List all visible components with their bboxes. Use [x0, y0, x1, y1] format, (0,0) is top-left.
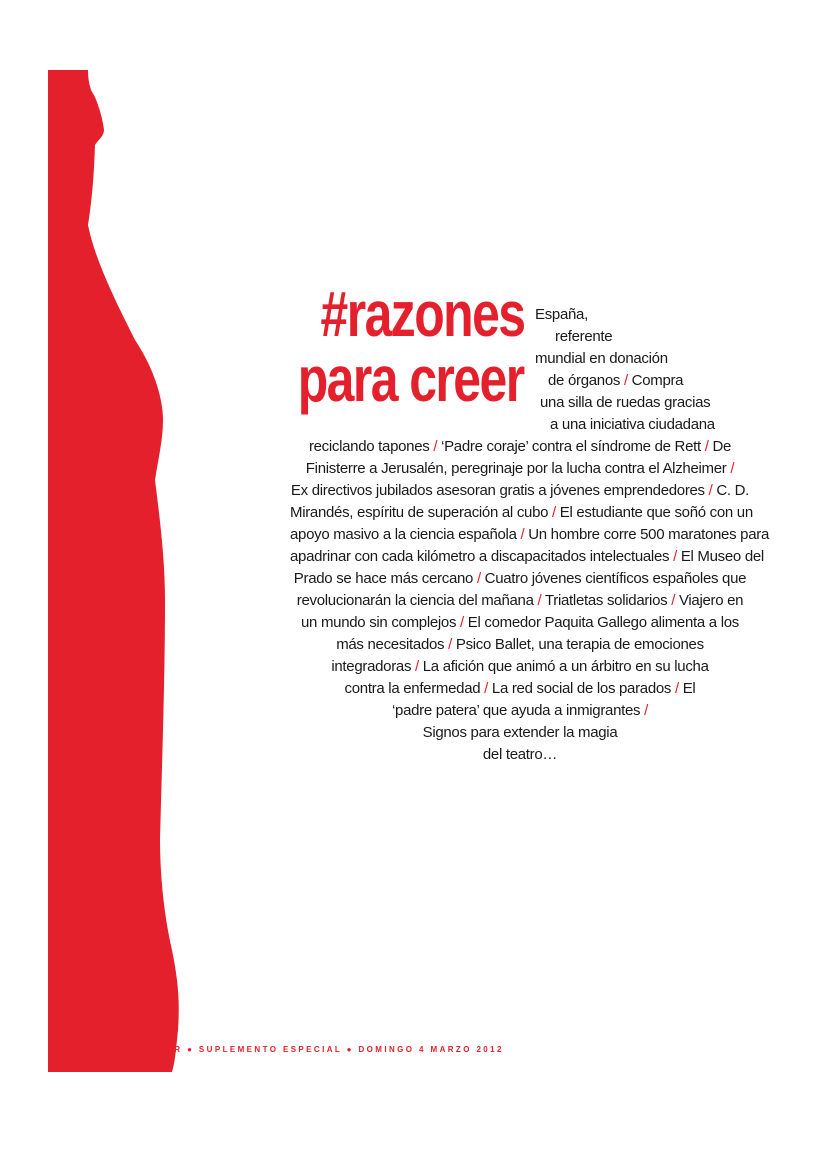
body-text: Signos para extender la magia — [422, 724, 618, 741]
body-text: Triatletas solidarios — [541, 592, 672, 609]
body-text: un mundo sin complejos — [301, 614, 461, 631]
body-line — [290, 656, 750, 678]
body-line — [290, 590, 750, 612]
body-line — [290, 480, 750, 502]
headline-line-1: #razones — [320, 278, 524, 350]
body-line — [290, 524, 769, 546]
separator-slash: / — [704, 438, 709, 455]
separator-slash: / — [623, 372, 628, 389]
body-text: La red social de los parados — [488, 680, 675, 697]
body-text: España, — [535, 306, 588, 323]
body-line — [550, 414, 715, 436]
body-text: De — [708, 438, 732, 455]
body-text: revolucionarán la ciencia del mañana — [296, 592, 538, 609]
body-text: El Museo del — [676, 548, 764, 565]
body-text: ‘padre patera’ que ayuda a inmigrantes — [392, 702, 645, 719]
footer-credit: #RAZONESPARACREER ● SUPLEMENTO ESPECIAL ● DOMINGO 4 MARZO 2012 — [48, 1045, 504, 1054]
body-text: integradoras — [331, 658, 416, 675]
body-text: apadrinar con cada kilómetro a discapacitados intelectuales — [290, 548, 674, 565]
body-text: Psico Ballet, una terapia de emociones — [452, 636, 704, 653]
body-line — [535, 304, 588, 326]
body-text: El — [678, 680, 696, 697]
body-line — [555, 326, 612, 348]
separator-slash: / — [448, 636, 452, 653]
separator-slash: / — [730, 460, 735, 477]
body-text: El comedor Paquita Gallego alimenta a los — [463, 614, 739, 631]
separator-slash: / — [433, 438, 438, 455]
body-line — [290, 458, 750, 480]
body-line — [290, 502, 753, 524]
body-text: Mirandés, espíritu de superación al cubo — [290, 504, 553, 521]
body-text: Compra — [627, 372, 684, 389]
body-text: mundial en donación — [535, 350, 668, 367]
separator-slash: / — [476, 570, 481, 587]
separator-slash: / — [674, 680, 679, 697]
body-text: una silla de ruedas gracias — [540, 394, 711, 411]
body-text: La afición que animó a un árbitro en su lucha — [418, 658, 709, 675]
body-line — [290, 612, 750, 634]
body-text: más necesitados — [336, 636, 449, 653]
body-text: Un hombre corre 500 maratones para — [524, 526, 769, 543]
separator-slash: / — [415, 658, 419, 675]
body-line — [290, 436, 750, 458]
body-line — [290, 744, 750, 766]
headline-line-2: para creer — [298, 343, 524, 415]
body-text: Prado se hace más cercano — [293, 570, 477, 587]
separator-slash: / — [520, 526, 525, 543]
body-text: Cuatro jóvenes científicos españoles que — [480, 570, 747, 587]
body-line — [290, 634, 750, 656]
body-text: del teatro… — [482, 746, 558, 763]
body-line — [535, 348, 668, 370]
separator-slash: / — [460, 614, 464, 631]
body-text: Finisterre a Jerusalén, peregrinaje por la lucha contra el Alzheimer — [305, 460, 731, 477]
body-line — [290, 568, 750, 590]
body-line — [548, 370, 683, 392]
separator-slash: / — [484, 680, 489, 697]
separator-slash: / — [673, 548, 677, 565]
body-text: Viajero en — [675, 592, 744, 609]
body-line — [290, 700, 750, 722]
body-text: Ex directivos jubilados asesoran gratis a jóvenes emprendedores — [290, 482, 709, 499]
body-text: de órganos — [548, 372, 624, 389]
body-line — [540, 392, 710, 414]
body-line — [290, 722, 750, 744]
separator-slash: / — [644, 702, 648, 719]
body-line — [290, 546, 764, 568]
separator-slash: / — [552, 504, 556, 521]
body-text: referente — [555, 328, 613, 345]
body-text: ‘Padre coraje’ contra el síndrome de Rett — [437, 438, 705, 455]
body-text: El estudiante que soñó con un — [555, 504, 753, 521]
body-text: a una iniciativa ciudadana — [550, 416, 715, 433]
body-text: apoyo masivo a la ciencia española — [290, 526, 521, 543]
separator-slash: / — [671, 592, 676, 609]
body-text: C. D. — [712, 482, 750, 499]
separator-slash: / — [708, 482, 713, 499]
body-line — [290, 678, 750, 700]
separator-slash: / — [537, 592, 542, 609]
body-text: reciclando tapones — [308, 438, 434, 455]
bottle-shape — [48, 70, 179, 1072]
body-text: contra la enfermedad — [344, 680, 485, 697]
